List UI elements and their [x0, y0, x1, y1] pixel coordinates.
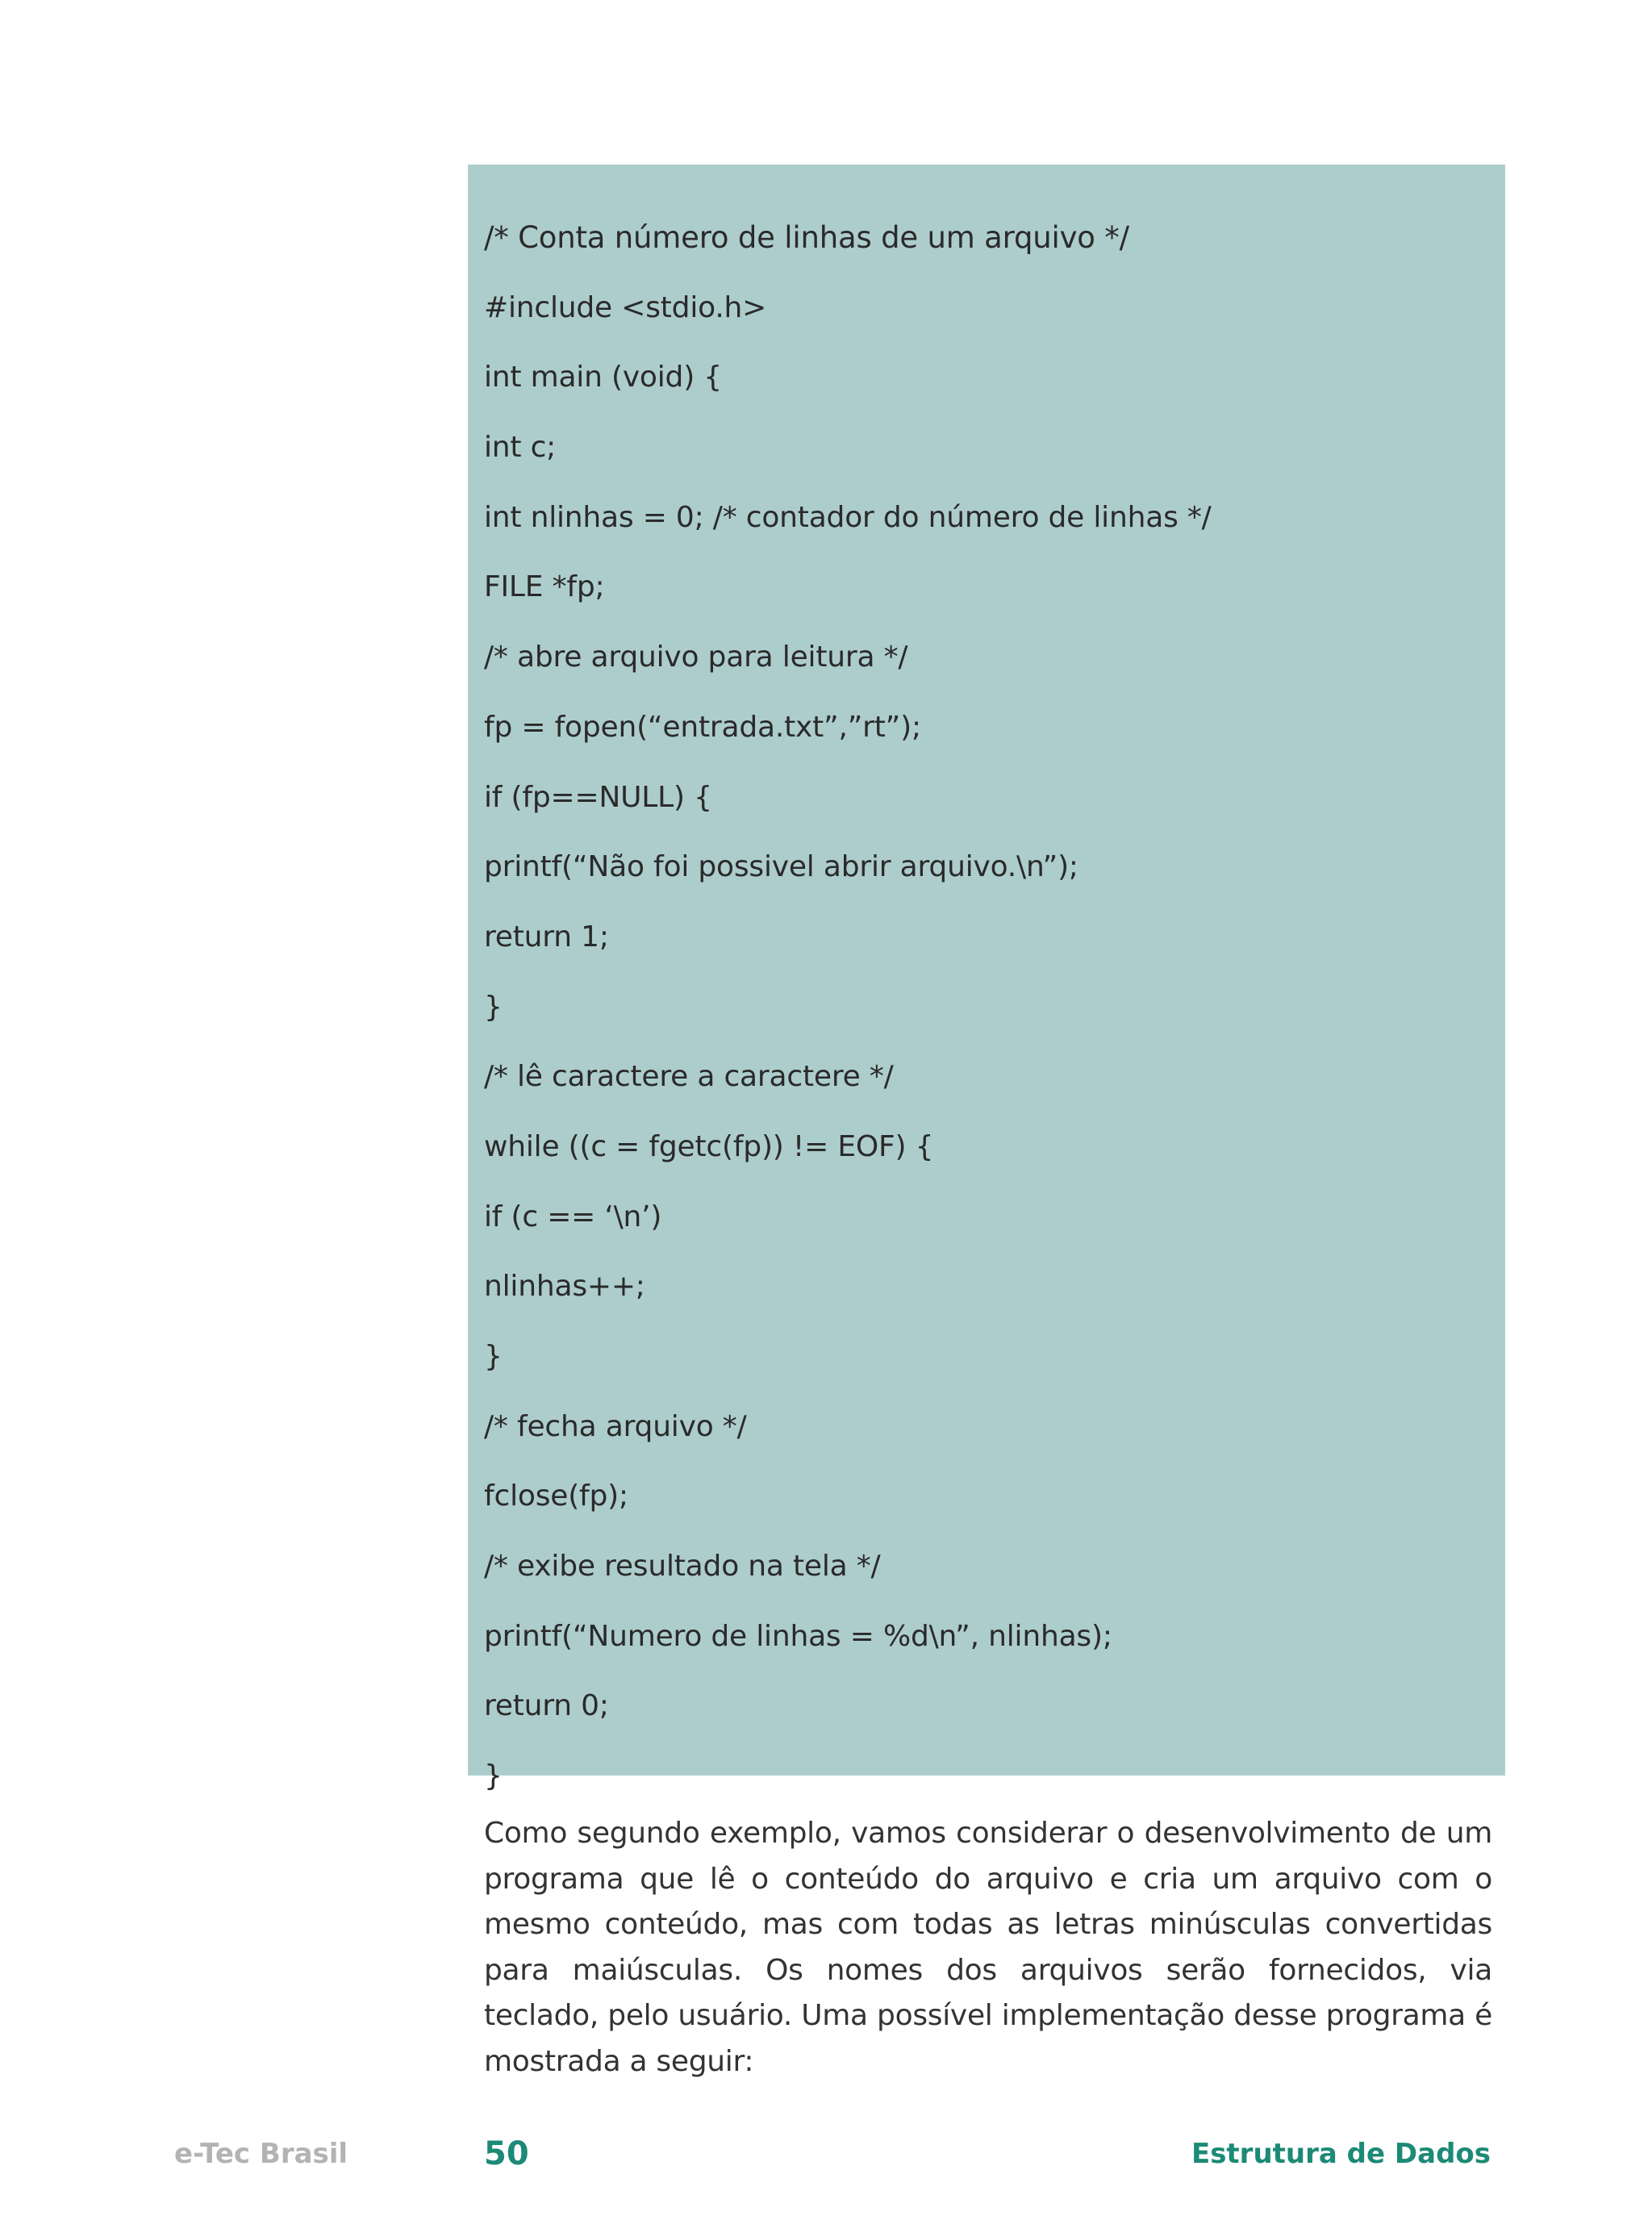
code-line: /* lê caractere a caractere */: [484, 1060, 894, 1094]
footer-book-title: Estrutura de Dados: [1191, 2138, 1491, 2170]
footer-series-label: e-Tec Brasil: [174, 2138, 348, 2170]
code-line: #include <stdio.h>: [484, 290, 767, 324]
code-line: int nlinhas = 0; /* contador do número de linhas */: [484, 500, 1212, 534]
code-line: FILE *fp;: [484, 570, 605, 604]
code-line: /* Conta número de linhas de um arquivo */: [484, 220, 1129, 255]
code-line: fp = fopen(“entrada.txt”,”rt”);: [484, 710, 921, 744]
code-listing: [468, 165, 1505, 1793]
code-line: }: [484, 990, 503, 1024]
code-line: int c;: [484, 431, 557, 465]
code-line: return 0;: [484, 1689, 609, 1723]
code-line: }: [484, 1340, 503, 1373]
body-paragraph: Como segundo exemplo, vamos considerar o desenvolvimento de um programa que lê o conteúdo do arquivo e cria um arquivo com o mesmo conteúdo, mas com todas as letras minúsculas convertidas para maiúsculas. Os nomes dos arquivos serão fornecidos, via teclado, pelo usuário. Uma possível implementação desse programa é mostrada a seguir:: [484, 1817, 1492, 2078]
code-line: /* fecha arquivo */: [484, 1409, 747, 1443]
code-line: while ((c = fgetc(fp)) != EOF) {: [484, 1129, 934, 1163]
code-line: nlinhas++;: [484, 1270, 645, 1304]
page-number: 50: [484, 2135, 529, 2172]
code-line: fclose(fp);: [484, 1479, 628, 1513]
code-line: if (c == ‘\n’): [484, 1200, 662, 1233]
code-line: return 1;: [484, 920, 609, 954]
code-line: if (fp==NULL) {: [484, 780, 712, 814]
code-line: int main (void) {: [484, 361, 722, 394]
code-line: printf(“Numero de linhas = %d\n”, nlinhas);: [484, 1619, 1112, 1653]
code-line: }: [484, 1759, 503, 1793]
code-line: printf(“Não foi possivel abrir arquivo.\n”);: [484, 850, 1078, 884]
code-line: /* abre arquivo para leitura */: [484, 641, 908, 674]
code-line: /* exibe resultado na tela */: [484, 1550, 881, 1584]
